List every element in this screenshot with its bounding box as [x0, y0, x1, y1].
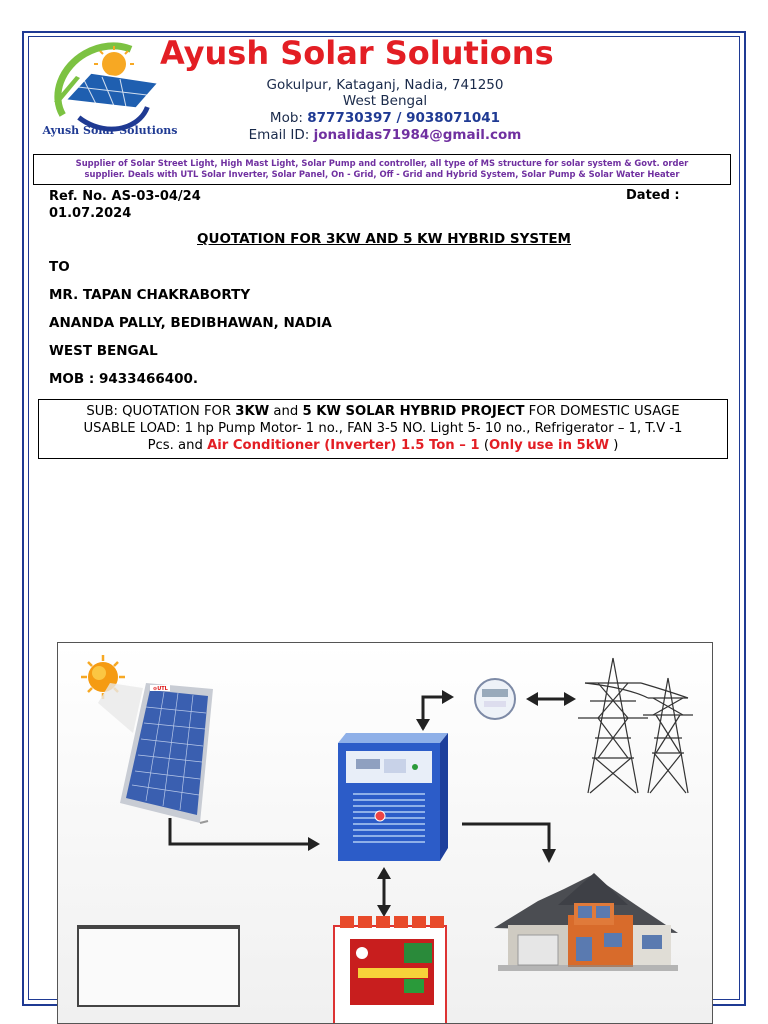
transmission-tower-icon	[578, 658, 648, 793]
quotation-title: QUOTATION FOR 3KW AND 5 KW HYBRID SYSTEM	[197, 231, 571, 247]
house-icon	[494, 873, 678, 971]
energy-meter-icon	[475, 679, 515, 719]
logo-caption: Ayush Solar Solutions	[42, 124, 178, 137]
subject-3kw: 3KW	[235, 404, 270, 419]
subject-5kw: 5 KW SOLAR HYBRID PROJECT	[302, 404, 525, 419]
subject-box	[38, 399, 728, 459]
recipient-to: TO	[49, 259, 70, 275]
inverter-icon	[338, 733, 448, 861]
mobile-line	[200, 110, 570, 126]
close-paren: )	[609, 438, 619, 453]
company-name: Ayush Solar Solutions	[160, 34, 554, 72]
address-line-1: Gokulpur, Kataganj, Nadia, 741250	[266, 77, 504, 93]
mobile-label: Mob:	[269, 110, 303, 126]
date-value: 01.07.2024	[49, 206, 132, 221]
email-address[interactable]: jonalidas71984@gmail.com	[313, 127, 522, 143]
ac-line	[39, 437, 727, 454]
recipient-mobile: MOB : 9433466400.	[49, 371, 199, 387]
email-line	[200, 127, 570, 143]
subject-line	[39, 403, 727, 420]
subject-and: and	[269, 404, 303, 419]
hybrid-title	[79, 927, 238, 929]
recipient-name: MR. TAPAN CHAKRABORTY	[49, 287, 251, 303]
usable-load-line: USABLE LOAD: 1 hp Pump Motor- 1 no., FAN 3-5 NO. Light 5- 10 no., Refrigerator – 1, T.V -1	[83, 421, 683, 436]
air-conditioner-text: Air Conditioner (Inverter) 1.5 Ton – 1	[207, 438, 480, 453]
arrow-inverter-to-house	[462, 824, 549, 851]
svg-text:⊙UTL: ⊙UTL	[153, 686, 168, 692]
supplier-line-2: supplier. Deals with UTL Solar Inverter, Solar Panel, On - Grid, Off - Grid and Hybrid System, Solar Pump & Solar Water Heater	[84, 169, 680, 179]
battery-icon	[334, 916, 446, 1024]
subject-prefix: SUB: QUOTATION FOR	[86, 404, 236, 419]
mobile-numbers: 877730397 / 9038071041	[307, 110, 501, 126]
supplier-banner	[33, 154, 731, 185]
address-line-2: West Bengal	[342, 93, 428, 109]
email-label: Email ID:	[248, 127, 310, 143]
dated-label: Dated :	[626, 188, 680, 203]
reference-number: Ref. No. AS-03-04/24	[49, 189, 201, 204]
supplier-line-1: Supplier of Solar Street Light, High Mast Light, Solar Pump and controller, all type of MS structure for solar system & Govt. order	[75, 158, 689, 168]
arrow-panel-to-inverter	[170, 818, 310, 844]
pcs-text: Pcs. and	[147, 438, 208, 453]
hybrid-label-box	[77, 925, 240, 1007]
subject-suffix: FOR DOMESTIC USAGE	[524, 404, 680, 419]
reference-block	[49, 188, 201, 222]
recipient-address: ANANDA PALLY, BEDIBHAWAN, NADIA	[49, 315, 332, 331]
hybrid-system-diagram	[57, 642, 713, 1024]
only-5kw-text: Only use in 5kW	[488, 438, 610, 453]
recipient-state: WEST BENGAL	[49, 343, 158, 359]
open-paren: (	[479, 438, 489, 453]
